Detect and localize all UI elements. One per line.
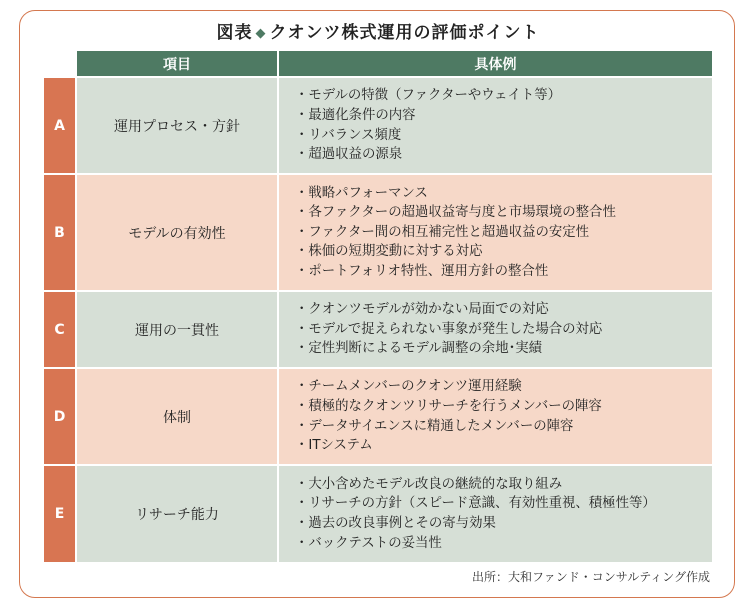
row-item: 体制 xyxy=(77,369,277,464)
title-text: クオンツ株式運用の評価ポイント xyxy=(269,23,540,43)
row-item: 運用の一貫性 xyxy=(77,292,277,367)
row-letter: A xyxy=(44,78,75,173)
example-line: ・最適化条件の内容 xyxy=(295,107,416,123)
example-line: ・チームメンバーのクオンツ運用経験 xyxy=(295,379,522,395)
row-examples xyxy=(279,175,712,290)
row-letter: C xyxy=(44,292,75,367)
example-line: ・ITシステム xyxy=(295,438,373,454)
example-line: ・各ファクターの超過収益寄与度と市場環境の整合性 xyxy=(295,205,616,221)
example-line: ・モデルで捉えられない事象が発生した場合の対応 xyxy=(295,321,603,337)
example-line: ・株価の短期変動に対する対応 xyxy=(295,244,483,260)
example-line: ・クオンツモデルが効かない局面での対応 xyxy=(295,302,549,318)
figure-title xyxy=(0,18,756,43)
row-examples xyxy=(279,369,712,464)
row-examples xyxy=(279,466,712,562)
row-examples xyxy=(279,292,712,367)
source-note: 出所：大和ファンド・コンサルティング作成 xyxy=(472,570,710,584)
table-row xyxy=(44,292,712,367)
example-line: ・ポートフォリオ特性、運用方針の整合性 xyxy=(295,263,549,279)
example-line: ・過去の改良事例とその寄与効果 xyxy=(295,516,496,531)
row-examples xyxy=(279,78,712,173)
example-line: ・超過収益の源泉 xyxy=(295,147,403,163)
example-line: ・大小含めたモデル改良の継続的な取り組み xyxy=(295,476,563,492)
row-letter: B xyxy=(44,175,75,290)
diamond-icon: ◆ xyxy=(255,26,267,41)
row-letter: E xyxy=(44,466,75,562)
example-line: ・ファクター間の相互補完性と超過収益の安定性 xyxy=(295,224,590,240)
header-examples: 具体例 xyxy=(279,51,712,76)
header-item: 項目 xyxy=(77,51,277,76)
table-row xyxy=(44,78,712,173)
row-item: モデルの有効性 xyxy=(77,175,277,290)
row-item: リサーチ能力 xyxy=(77,466,277,562)
example-line: ・定性判断によるモデル調整の余地･実績 xyxy=(295,341,543,357)
example-line: ・リサーチの方針（スピード意識、有効性重視、積極性等） xyxy=(295,496,656,512)
table-row xyxy=(44,466,712,562)
example-line: ・戦略パフォーマンス xyxy=(295,185,428,201)
title-prefix: 図表 xyxy=(216,23,253,43)
table-row xyxy=(44,175,712,290)
example-line: ・データサイエンスに精通したメンバーの陣容 xyxy=(295,418,574,434)
table-row xyxy=(44,369,712,464)
row-letter: D xyxy=(44,369,75,464)
example-line: ・積極的なクオンツリサーチを行うメンバーの陣容 xyxy=(295,398,602,414)
example-line: ・バックテストの妥当性 xyxy=(295,535,442,551)
example-line: ・モデルの特徴（ファクターやウェイト等） xyxy=(295,88,562,104)
example-line: ・リバランス頻度 xyxy=(295,127,402,143)
row-item: 運用プロセス・方針 xyxy=(77,78,277,173)
